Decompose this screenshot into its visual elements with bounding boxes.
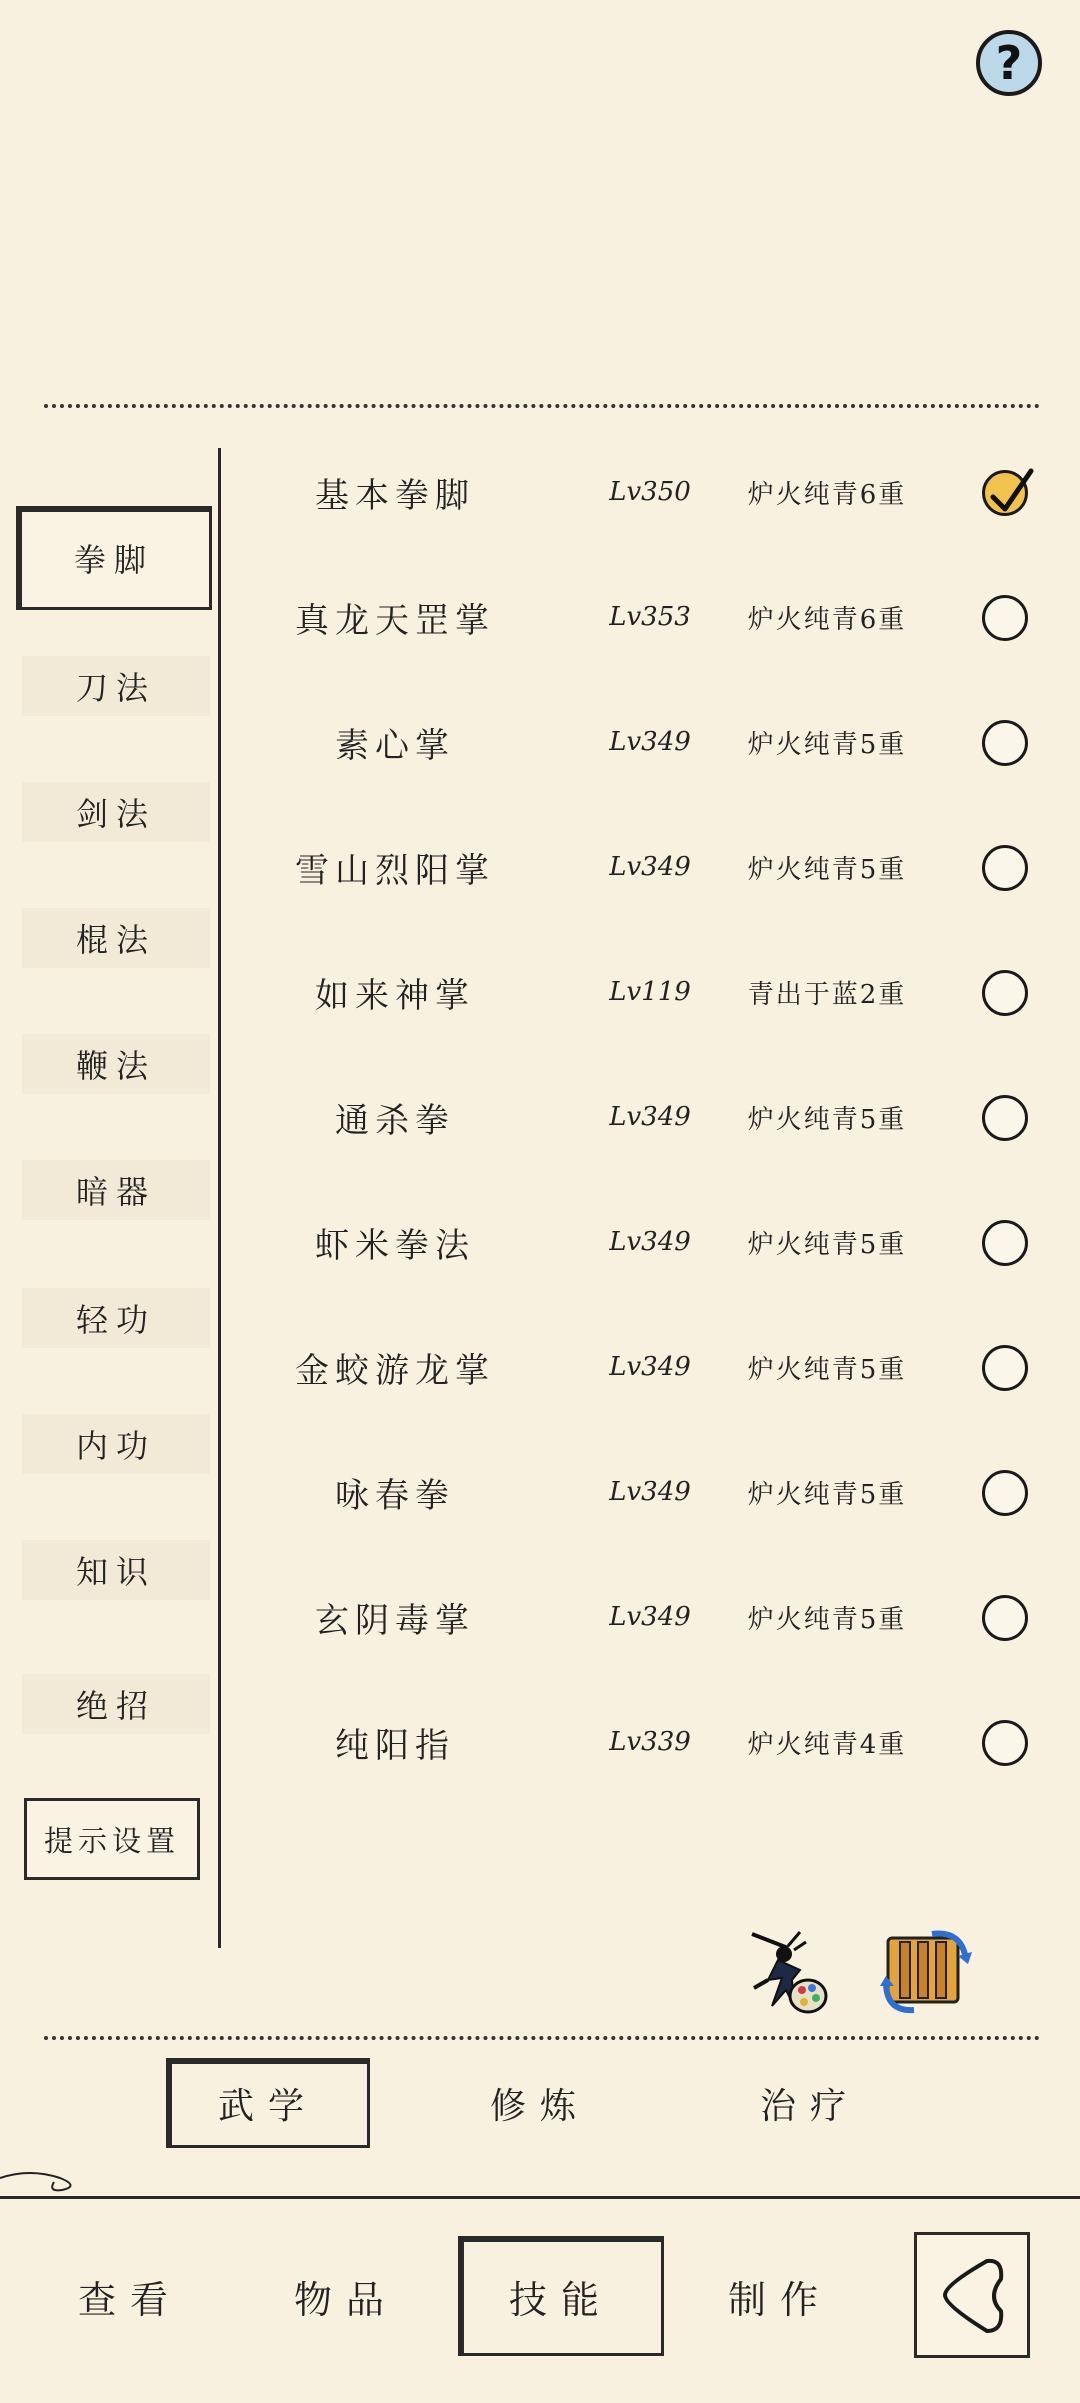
- skill-level: Lv350: [609, 477, 691, 507]
- sidebar-divider: [218, 448, 221, 1948]
- tip-settings-label: 提示设置: [43, 1823, 180, 1858]
- category-label: 内功: [75, 1427, 156, 1465]
- skill-grade: 炉火纯青5重: [747, 1229, 907, 1260]
- skill-name: 纯阳指: [335, 1725, 455, 1766]
- category-label: 鞭法: [75, 1047, 156, 1085]
- category-label: 拳脚: [73, 541, 154, 579]
- category-label: 绝招: [75, 1687, 156, 1725]
- category-tab-zhishi[interactable]: [22, 1540, 210, 1600]
- skill-level: Lv349: [609, 1477, 691, 1507]
- fighter-palette-icon[interactable]: [742, 1920, 832, 2020]
- skill-name: 通杀拳: [335, 1100, 455, 1141]
- question-icon: ?: [995, 36, 1023, 90]
- subtab-label: 武学: [217, 2085, 318, 2127]
- radio-icon[interactable]: [982, 1095, 1028, 1141]
- subtab-label: 治疗: [759, 2085, 860, 2127]
- skill-name: 真龙天罡掌: [295, 600, 495, 641]
- skill-grade: 炉火纯青5重: [747, 854, 907, 885]
- skill-row[interactable]: [240, 1317, 1060, 1417]
- category-tab-daofa[interactable]: [22, 656, 210, 716]
- skill-row[interactable]: [240, 1192, 1060, 1292]
- skill-level: Lv339: [609, 1727, 691, 1757]
- radio-icon[interactable]: [982, 1720, 1028, 1766]
- category-label: 轻功: [75, 1301, 156, 1339]
- skill-level: Lv349: [609, 727, 691, 757]
- tip-settings-button[interactable]: [24, 1798, 200, 1880]
- category-label: 知识: [75, 1553, 156, 1591]
- nav-tab-label: 技能: [508, 2277, 613, 2322]
- skill-level: Lv349: [609, 1602, 691, 1632]
- skill-grade: 炉火纯青6重: [747, 479, 907, 510]
- subtab-zhiliao[interactable]: [710, 2058, 910, 2148]
- skill-level: Lv349: [609, 1102, 691, 1132]
- checked-radio-icon[interactable]: [982, 470, 1028, 516]
- skill-row[interactable]: [240, 942, 1060, 1042]
- skill-grade: 炉火纯青6重: [747, 604, 907, 635]
- category-tab-quanjiao[interactable]: [16, 506, 212, 610]
- nav-tab-chakan[interactable]: [30, 2236, 230, 2356]
- radio-icon[interactable]: [982, 1470, 1028, 1516]
- category-label: 剑法: [75, 795, 156, 833]
- skill-grade: 炉火纯青4重: [747, 1729, 907, 1760]
- skill-level: Lv349: [609, 1352, 691, 1382]
- category-tab-gunfa[interactable]: [22, 908, 210, 968]
- category-tab-neigong[interactable]: [22, 1414, 210, 1474]
- skill-grade: 炉火纯青5重: [747, 1479, 907, 1510]
- radio-icon[interactable]: [982, 845, 1028, 891]
- nav-tab-wupin[interactable]: [246, 2236, 446, 2356]
- category-tab-juezhao[interactable]: [22, 1674, 210, 1734]
- radio-icon[interactable]: [982, 720, 1028, 766]
- skill-grade: 炉火纯青5重: [747, 1604, 907, 1635]
- radio-icon[interactable]: [982, 1345, 1028, 1391]
- skill-row[interactable]: [240, 1442, 1060, 1542]
- skill-level: Lv349: [609, 1227, 691, 1257]
- skill-row[interactable]: [240, 1067, 1060, 1167]
- skill-name: 金蛟游龙掌: [295, 1350, 495, 1391]
- radio-icon[interactable]: [982, 970, 1028, 1016]
- skill-row[interactable]: [240, 1567, 1060, 1667]
- skill-level: Lv349: [609, 852, 691, 882]
- skill-name: 基本拳脚: [315, 475, 475, 516]
- skill-level: Lv353: [609, 602, 691, 632]
- skill-row[interactable]: [240, 817, 1060, 917]
- back-arrow-icon: [917, 2235, 1027, 2355]
- skill-name: 咏春拳: [335, 1475, 455, 1516]
- swap-scroll-icon[interactable]: [878, 1920, 978, 2020]
- skill-row[interactable]: [240, 567, 1060, 667]
- category-tab-anqi[interactable]: [22, 1160, 210, 1220]
- nav-tab-label: 物品: [293, 2277, 398, 2322]
- subtab-wuxue[interactable]: [166, 2058, 370, 2148]
- subtab-label: 修炼: [489, 2085, 590, 2127]
- skill-row[interactable]: [240, 692, 1060, 792]
- category-label: 刀法: [75, 669, 156, 707]
- skill-grade: 炉火纯青5重: [747, 1104, 907, 1135]
- category-label: 暗器: [75, 1173, 156, 1211]
- skill-grade: 青出于蓝2重: [747, 979, 907, 1010]
- skill-level: Lv119: [609, 977, 691, 1007]
- nav-tab-zhizuo[interactable]: [680, 2236, 880, 2356]
- skill-name: 玄阴毒掌: [315, 1600, 475, 1641]
- help-button[interactable]: [976, 30, 1042, 96]
- back-button[interactable]: [914, 2232, 1030, 2358]
- nav-tab-label: 制作: [727, 2277, 832, 2322]
- bottom-divider: [44, 2036, 1040, 2040]
- skill-name: 雪山烈阳掌: [295, 850, 495, 891]
- skill-row[interactable]: [240, 442, 1060, 542]
- radio-icon[interactable]: [982, 595, 1028, 641]
- top-divider: [44, 404, 1040, 408]
- category-tab-bianfa[interactable]: [22, 1034, 210, 1094]
- swirl-ornament: [0, 2160, 120, 2200]
- radio-icon[interactable]: [982, 1220, 1028, 1266]
- skill-grade: 炉火纯青5重: [747, 729, 907, 760]
- skill-row[interactable]: [240, 1692, 1060, 1792]
- category-tab-qinggong[interactable]: [22, 1288, 210, 1348]
- skill-name: 如来神掌: [315, 975, 475, 1016]
- nav-tab-label: 查看: [77, 2277, 182, 2322]
- radio-icon[interactable]: [982, 1595, 1028, 1641]
- category-tab-jianfa[interactable]: [22, 782, 210, 842]
- skill-name: 素心掌: [335, 725, 455, 766]
- nav-tab-jineng[interactable]: [458, 2236, 664, 2356]
- skill-name: 虾米拳法: [315, 1225, 475, 1266]
- skill-grade: 炉火纯青5重: [747, 1354, 907, 1385]
- subtab-xiulian[interactable]: [440, 2058, 640, 2148]
- category-label: 棍法: [75, 921, 156, 959]
